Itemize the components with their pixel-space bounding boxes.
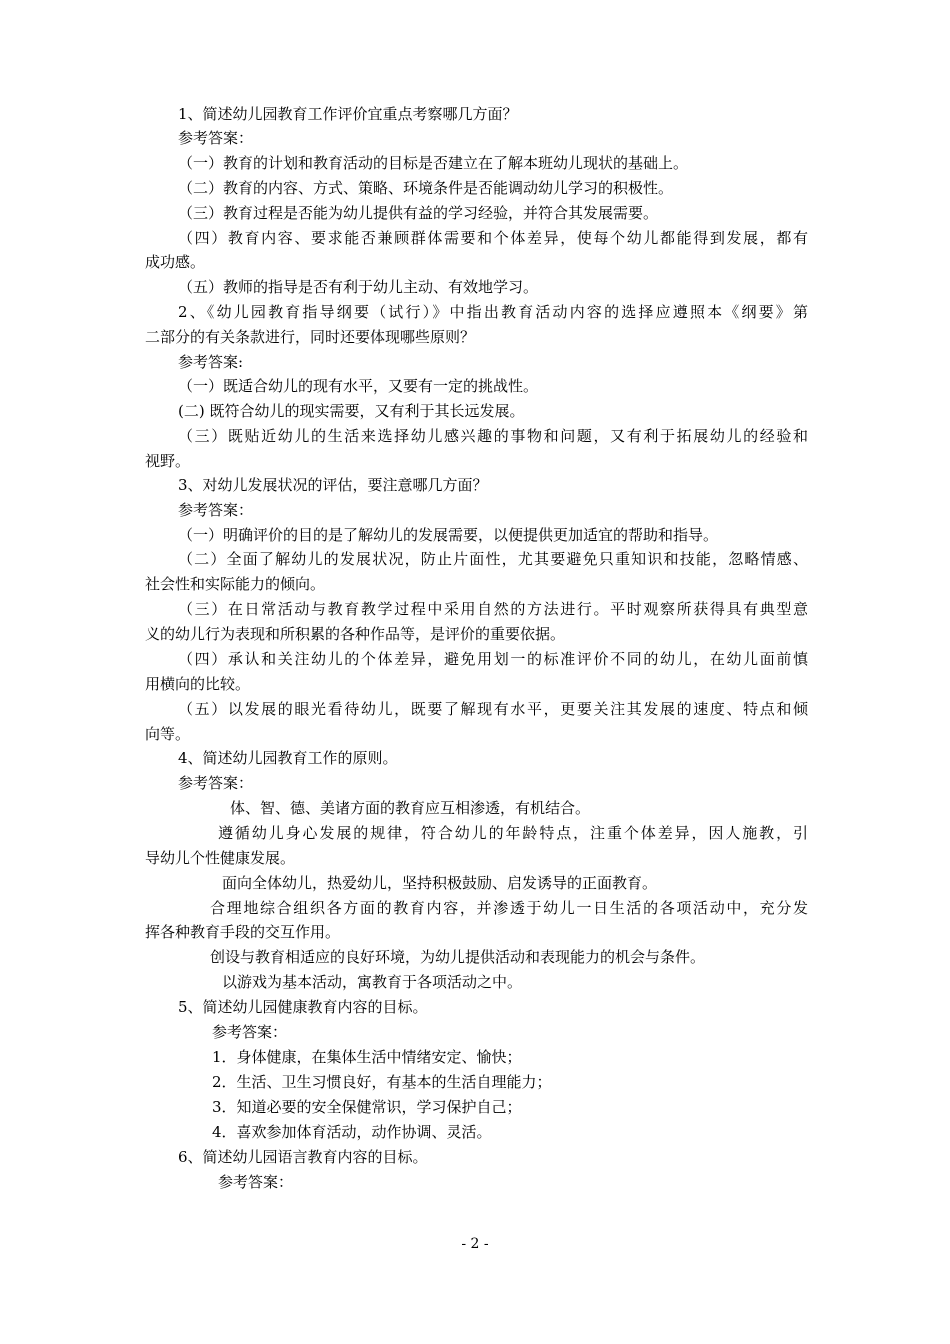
answer-line: 挥各种教育手段的交互作用。 [145, 923, 341, 941]
answer-line: （三）教育过程是否能为幼儿提供有益的学习经验，并符合其发展需要。 [178, 204, 659, 222]
answer-line: 义的幼儿行为表现和所积累的各种作品等，是评价的重要依据。 [145, 625, 566, 643]
answer-line: （五）教师的指导是否有利于幼儿主动、有效地学习。 [178, 278, 539, 296]
answer-line: 1．身体健康，在集体生活中情绪安定、愉快； [212, 1048, 522, 1066]
answer-line: 创设与教育相适应的良好环境，为幼儿提供活动和表现能力的机会与条件。 [210, 948, 706, 966]
answer-label: 参考答案： [218, 1173, 294, 1191]
answer-line: （一）教育的计划和教育活动的目标是否建立在了解本班幼儿现状的基础上。 [178, 154, 689, 172]
answer-line: 以游戏为基本活动，寓教育于各项活动之中。 [222, 973, 523, 991]
answer-line: 遵循幼儿身心发展的规律，符合幼儿的年龄特点，注重个体差异，因人施教，引 [218, 824, 808, 842]
answer-line: （二）教育的内容、方式、策略、环境条件是否能调动幼儿学习的积极性。 [178, 179, 674, 197]
answer-label: 参考答案： [178, 129, 254, 147]
answer-line: 视野。 [145, 452, 191, 470]
answer-line: 体、智、德、美诸方面的教育应互相渗透，有机结合。 [230, 799, 591, 817]
answer-line: （二）全面了解幼儿的发展状况，防止片面性，尤其要避免只重知识和技能，忽略情感、 [178, 550, 808, 568]
question-5: 5、简述幼儿园健康教育内容的目标。 [178, 998, 428, 1016]
answer-line: （五）以发展的眼光看待幼儿，既要了解现有水平，更要关注其发展的速度、特点和倾 [178, 700, 808, 718]
question-2: 2、《幼儿园教育指导纲要（试行）》中指出教育活动内容的选择应遵照本《纲要》第 [178, 303, 808, 321]
answer-line: 合理地综合组织各方面的教育内容，并渗透于幼儿一日生活的各项活动中，充分发 [210, 899, 808, 917]
answer-label: 参考答案: [178, 353, 244, 371]
answer-line: (二) 既符合幼儿的现实需要，又有利于其长远发展。 [178, 402, 525, 420]
answer-line: （一）既适合幼儿的现有水平，又要有一定的挑战性。 [178, 377, 539, 395]
question-3: 3、对幼儿发展状况的评估，要注意哪几方面？ [178, 476, 488, 494]
answer-line: 向等。 [145, 725, 191, 743]
answer-line: 社会性和实际能力的倾向。 [145, 575, 326, 593]
answer-line: 面向全体幼儿，热爱幼儿，坚持积极鼓励、启发诱导的正面教育。 [222, 874, 658, 892]
answer-line: 3．知道必要的安全保健常识，学习保护自己； [212, 1098, 522, 1116]
answer-line: （四）承认和关注幼儿的个体差异，避免用划一的标准评价不同的幼儿，在幼儿面前慎 [178, 650, 808, 668]
answer-line: （三）在日常活动与教育教学过程中采用自然的方法进行。平时观察所获得具有典型意 [178, 600, 808, 618]
answer-line: 4．喜欢参加体育活动，动作协调、灵活。 [212, 1123, 492, 1141]
answer-line: 导幼儿个性健康发展。 [145, 849, 296, 867]
question-6: 6、简述幼儿园语言教育内容的目标。 [178, 1148, 428, 1166]
answer-line: （一）明确评价的目的是了解幼儿的发展需要，以便提供更加适宜的帮助和指导。 [178, 526, 719, 544]
answer-label: 参考答案： [212, 1023, 288, 1041]
answer-label: 参考答案： [178, 501, 254, 519]
page-number: - 2 - [461, 1236, 489, 1252]
answer-line: （四）教育内容、要求能否兼顾群体需要和个体差异，使每个幼儿都能得到发展，都有 [178, 229, 808, 247]
answer-line: 成功感。 [145, 253, 206, 271]
question-4: 4、简述幼儿园教育工作的原则。 [178, 749, 398, 767]
answer-label: 参考答案： [178, 774, 254, 792]
answer-line: 用横向的比较。 [145, 675, 251, 693]
answer-line: （三）既贴近幼儿的生活来选择幼儿感兴趣的事物和问题，又有利于拓展幼儿的经验和 [178, 427, 808, 445]
question-2: 二部分的有关条款进行，同时还要体现哪些原则？ [145, 328, 476, 346]
question-1: 1、简述幼儿园教育工作评价宜重点考察哪几方面？ [178, 105, 518, 123]
answer-line: 2．生活、卫生习惯良好，有基本的生活自理能力； [212, 1073, 552, 1091]
